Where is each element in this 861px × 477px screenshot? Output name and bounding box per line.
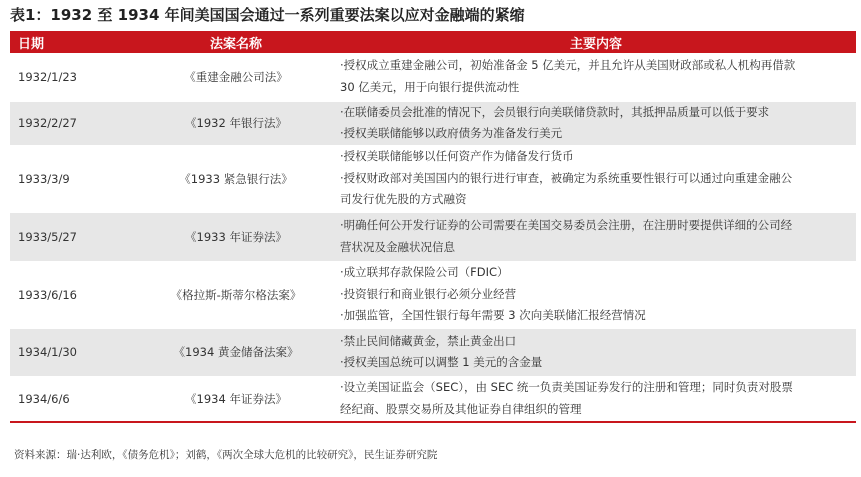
- row-content: [336, 212, 856, 261]
- row-date: 1932/1/23: [10, 53, 136, 101]
- row-content: [336, 376, 856, 422]
- content-line: ·成立联邦存款保险公司（FDIC）: [340, 265, 509, 280]
- source-note: 资料来源：瑞·达利欧，《债务危机》；刘鹤，《两次全球大危机的比较研究》，民生证券研究院: [14, 449, 438, 461]
- header-law-name: 法案名称: [136, 31, 336, 53]
- row-content: [336, 145, 856, 212]
- table-header-row: [10, 31, 856, 53]
- content-line: ·明确任何公开发行证券的公司需要在美国交易委员会注册，在注册时要提供详细的公司经: [340, 218, 793, 232]
- table-row: [10, 261, 856, 328]
- content-line: 30 亿美元，用于向银行提供流动性: [340, 79, 520, 94]
- content-line: ·禁止民间储藏黄金，禁止黄金出口: [340, 333, 517, 348]
- row-date: 1934/1/30: [10, 328, 136, 376]
- row-law: 《格拉斯-斯蒂尔格法案》: [136, 261, 336, 328]
- content-line: ·授权美联储能够以政府债务为准备发行美元: [340, 126, 563, 140]
- content-line: 营状况及金融状况信息: [340, 239, 455, 254]
- row-law: 《1934 黄金储备法案》: [136, 328, 336, 376]
- content-line: ·授权美联储能够以任何资产作为储备发行货币: [340, 149, 574, 164]
- table-row: [10, 145, 856, 212]
- content-line: ·授权美国总统可以调整 1 美元的含金量: [340, 355, 543, 369]
- row-law: 《1933 年证券法》: [136, 212, 336, 261]
- content-line: 司发行优先股的方式融资: [340, 192, 467, 207]
- table-row: [10, 53, 856, 101]
- table-row: [10, 212, 856, 261]
- row-content: [336, 261, 856, 328]
- table-row: [10, 101, 856, 145]
- header-date: 日期: [10, 31, 136, 53]
- content-line: ·授权财政部对美国国内的银行进行审查，被确定为系统重要性银行可以通过向重建金融公: [340, 170, 793, 185]
- row-content: [336, 328, 856, 376]
- row-law: 《重建金融公司法》: [136, 53, 336, 101]
- row-law: 《1934 年证券法》: [136, 376, 336, 422]
- table-row: [10, 376, 856, 422]
- header-main-content: 主要内容: [336, 31, 856, 53]
- row-date: 1932/2/27: [10, 101, 136, 145]
- content-line: ·设立美国证监会（SEC），由 SEC 统一负责美国证券发行的注册和管理；同时负责对股票: [340, 380, 793, 395]
- row-law: 《1933 紧急银行法》: [136, 145, 336, 212]
- row-date: 1934/6/6: [10, 376, 136, 422]
- row-date: 1933/3/9: [10, 145, 136, 212]
- row-date: 1933/5/27: [10, 212, 136, 261]
- row-content: [336, 53, 856, 101]
- table-title: 表1：1932 至 1934 年间美国国会通过一系列重要法案以应对金融端的紧缩: [10, 6, 525, 24]
- content-line: 经纪商、股票交易所及其他证券自律组织的管理: [340, 401, 582, 416]
- laws-table: [10, 31, 856, 423]
- row-date: 1933/6/16: [10, 261, 136, 328]
- content-line: ·投资银行和商业银行必须分业经营: [340, 286, 517, 301]
- content-line: ·授权成立重建金融公司，初始准备金 5 亿美元，并且允许从美国财政部或私人机构再借款: [340, 58, 796, 73]
- content-line: ·在联储委员会批准的情况下，会员银行向美联储贷款时，其抵押品质量可以低于要求: [340, 104, 770, 119]
- content-line: ·加强监管，全国性银行每年需要 3 次向美联储汇报经营情况: [340, 308, 646, 323]
- table-row: [10, 328, 856, 376]
- row-law: 《1932 年银行法》: [136, 101, 336, 145]
- row-content: [336, 101, 856, 145]
